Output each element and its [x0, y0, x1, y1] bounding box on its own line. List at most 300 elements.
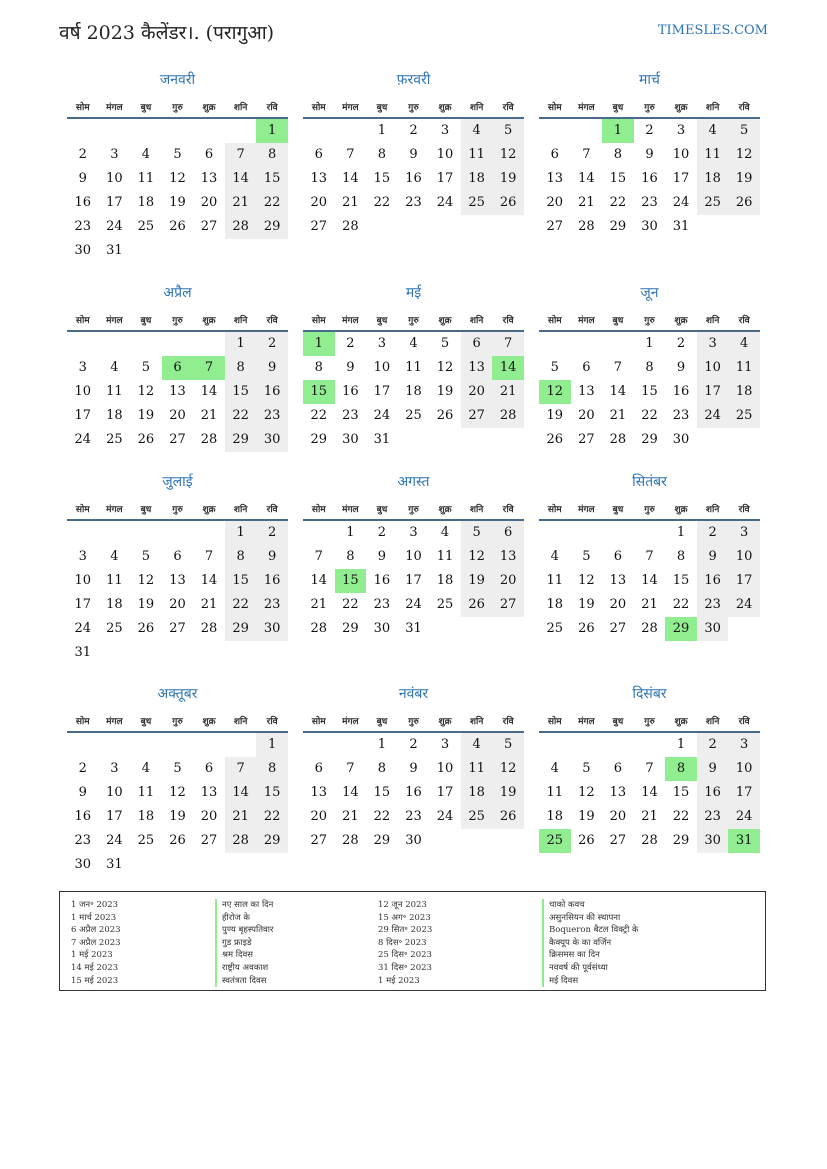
day-cell: 16 [405, 785, 422, 800]
weekday-label: मंगल [342, 717, 359, 727]
weekday-label: रवि [502, 103, 514, 113]
day-cell: 25 [106, 621, 123, 636]
weekday-label: रवि [266, 103, 278, 113]
day-cell: 18 [137, 195, 155, 210]
day-cell: 7 [225, 143, 257, 167]
day-cell: 11 [106, 384, 123, 399]
day-cell: 3 [409, 525, 418, 540]
legend-holiday-name: पुण्य बृहस्पतिवार [215, 924, 273, 937]
day-cell: 17 [106, 195, 123, 210]
day-cell: 15 [672, 785, 690, 800]
day-cell: 12 [492, 757, 524, 781]
day-cell: 21 [225, 191, 257, 215]
day-cell: 1 [676, 525, 686, 540]
day-cell: 1 [377, 737, 387, 752]
month-name: जून [640, 285, 659, 301]
day-cell: 6 [613, 761, 623, 776]
day-cell: 13 [200, 785, 218, 800]
day-cell: 24 [106, 833, 123, 848]
legend-names-left [215, 899, 273, 987]
weekday-label: सोम [547, 505, 562, 515]
legend-date: 14 मई 2023 [71, 962, 119, 973]
day-cell: 28 [609, 432, 627, 447]
day-cell: 5 [173, 761, 182, 776]
day-cell: 19 [169, 809, 186, 824]
weekday-label: गुरु [644, 505, 655, 515]
day-cell: 8 [256, 757, 288, 781]
day-cell: 23 [256, 593, 288, 617]
day-cell: 26 [578, 621, 595, 636]
day-cell: 4 [141, 761, 151, 776]
day-cell: 28 [225, 829, 257, 853]
day-cell: 25 [728, 404, 760, 428]
day-cell: 3 [110, 147, 119, 162]
day-cell: 26 [137, 432, 155, 447]
day-cell: 20 [310, 809, 328, 824]
day-cell: 17 [672, 171, 690, 186]
day-cell: 4 [550, 761, 559, 776]
day-cell-holiday: 25 [539, 829, 571, 853]
day-cell: 9 [78, 171, 87, 186]
day-cell: 9 [409, 147, 418, 162]
legend-holiday-name: क्रिसमस का दिन [542, 949, 639, 962]
day-cell: 29 [373, 833, 391, 848]
day-cell: 6 [314, 147, 323, 162]
weekday-label: शनि [233, 717, 248, 727]
day-cell: 15 [672, 573, 690, 588]
legend-holiday-name: कैक्यूप के का वर्जिन [542, 937, 639, 950]
day-cell-holiday: 15 [303, 380, 335, 404]
day-cell: 16 [74, 195, 92, 210]
day-cell: 18 [436, 573, 454, 588]
day-cell-holiday: 1 [602, 119, 634, 143]
day-cell: 4 [697, 119, 729, 143]
day-cell: 5 [461, 521, 493, 545]
day-cell: 10 [405, 549, 422, 564]
legend-holiday-name: असुनसियन की स्थापना [542, 912, 639, 925]
day-cell: 13 [461, 356, 493, 380]
day-cell: 6 [204, 147, 214, 162]
weekday-label: सोम [547, 717, 562, 727]
day-cell: 14 [641, 573, 658, 588]
day-cell: 8 [256, 143, 288, 167]
day-cell: 16 [256, 380, 288, 404]
day-cell: 15 [225, 380, 257, 404]
day-cell: 26 [169, 833, 186, 848]
weekday-label: बुध [376, 717, 388, 727]
day-cell: 15 [256, 167, 288, 191]
month-name: जुलाई [162, 474, 193, 490]
month-name: फ़रवरी [396, 72, 431, 88]
month-name: सितंबर [632, 474, 667, 490]
day-cell: 28 [641, 621, 658, 636]
day-cell: 5 [440, 336, 450, 351]
day-cell: 19 [169, 195, 186, 210]
day-cell: 17 [728, 781, 760, 805]
day-cell-holiday: 29 [665, 617, 697, 641]
day-cell: 7 [314, 549, 323, 564]
legend-date: 29 सित॰ 2023 [378, 925, 433, 936]
day-cell: 1 [256, 733, 288, 757]
day-cell: 14 [200, 573, 218, 588]
weekday-header [539, 309, 760, 331]
day-cell: 25 [461, 191, 493, 215]
day-cell: 9 [78, 785, 87, 800]
weekday-label: शनि [233, 505, 248, 515]
day-cell: 17 [405, 573, 422, 588]
day-cell: 22 [672, 597, 690, 612]
weekday-label: शुक्र [674, 505, 688, 515]
weekday-label: मंगल [578, 103, 595, 113]
day-cell: 18 [546, 809, 564, 824]
day-cell: 1 [645, 336, 654, 351]
day-cell: 23 [697, 805, 729, 829]
day-cell: 7 [613, 360, 623, 375]
day-cell: 1 [225, 332, 257, 356]
day-cell: 3 [440, 123, 450, 138]
day-cell: 5 [141, 549, 151, 564]
day-cell: 27 [578, 432, 595, 447]
day-cell: 29 [672, 833, 690, 848]
day-cell: 12 [578, 785, 595, 800]
weekday-label: शनि [469, 717, 484, 727]
day-cell: 13 [609, 573, 627, 588]
day-cell: 10 [373, 360, 391, 375]
day-cell: 26 [546, 432, 564, 447]
day-cell: 24 [436, 809, 454, 824]
day-cell: 30 [373, 621, 391, 636]
day-cell: 1 [377, 123, 387, 138]
day-cell: 25 [436, 597, 454, 612]
legend-dates-right [378, 899, 432, 987]
day-cell: 5 [728, 119, 760, 143]
day-cell: 24 [436, 195, 454, 210]
day-cell: 9 [377, 549, 387, 564]
day-cell: 20 [169, 597, 186, 612]
weekday-label: मंगल [342, 103, 359, 113]
legend-holiday-name: नए साल का दिन [215, 899, 273, 912]
day-cell-holiday: 6 [162, 356, 194, 380]
day-cell: 6 [461, 332, 493, 356]
weekday-label: गुरु [644, 717, 655, 727]
day-cell: 14 [641, 785, 658, 800]
weekday-label: शुक्र [438, 316, 452, 326]
day-cell: 14 [200, 384, 218, 399]
day-cell: 4 [440, 525, 450, 540]
day-cell: 4 [550, 549, 559, 564]
day-cell: 7 [346, 761, 355, 776]
day-cell: 26 [492, 805, 524, 829]
day-cell: 21 [310, 597, 328, 612]
day-cell: 22 [373, 809, 391, 824]
day-cell: 5 [141, 360, 151, 375]
weekday-label: शनि [469, 505, 484, 515]
weekday-label: शुक्र [202, 717, 216, 727]
day-cell: 2 [377, 525, 387, 540]
day-cell: 25 [106, 432, 123, 447]
day-cell: 22 [672, 809, 690, 824]
month-name: नवंबर [398, 686, 429, 702]
day-cell: 22 [342, 597, 359, 612]
day-cell: 3 [697, 332, 729, 356]
day-cell: 9 [256, 356, 288, 380]
day-cell: 28 [310, 621, 328, 636]
day-cell: 11 [461, 757, 493, 781]
holiday-legend [59, 891, 766, 991]
day-cell: 11 [106, 573, 123, 588]
day-cell: 10 [672, 147, 690, 162]
weekday-label: रवि [502, 717, 514, 727]
weekday-label: बुध [376, 103, 388, 113]
day-cell: 11 [697, 143, 729, 167]
day-cell: 28 [342, 219, 359, 234]
day-cell: 19 [492, 167, 524, 191]
page-title: वर्ष 2023 कैलेंडर।. (परागुआ) [59, 22, 275, 44]
weekday-label: रवि [738, 505, 750, 515]
day-cell: 22 [310, 408, 328, 423]
weekday-header [67, 96, 288, 118]
day-cell: 12 [492, 143, 524, 167]
weekday-header [303, 498, 524, 520]
header-rule [67, 117, 288, 119]
weekday-label: शनि [233, 316, 248, 326]
day-cell: 30 [641, 219, 658, 234]
day-cell: 29 [256, 829, 288, 853]
day-cell: 3 [110, 761, 119, 776]
day-cell: 17 [697, 380, 729, 404]
day-cell: 21 [342, 809, 359, 824]
day-cell-holiday: 7 [193, 356, 225, 380]
weekday-label: बुध [612, 505, 624, 515]
day-cell: 26 [492, 191, 524, 215]
day-cell: 21 [225, 805, 257, 829]
day-cell: 2 [78, 761, 87, 776]
day-cell: 11 [461, 143, 493, 167]
day-cell: 5 [550, 360, 559, 375]
day-cell: 14 [225, 781, 257, 805]
day-cell: 26 [436, 408, 454, 423]
day-cell-holiday: 14 [492, 356, 524, 380]
day-cell: 18 [728, 380, 760, 404]
day-cell: 16 [256, 569, 288, 593]
day-cell: 28 [200, 432, 218, 447]
day-cell: 30 [74, 857, 92, 872]
day-cell: 8 [346, 549, 355, 564]
weekday-label: शुक्र [674, 103, 688, 113]
day-cell: 10 [728, 757, 760, 781]
weekday-label: शनि [705, 316, 720, 326]
day-cell: 27 [461, 404, 493, 428]
legend-holiday-name: स्वतंत्रता दिवस [215, 975, 273, 988]
day-cell: 27 [310, 219, 328, 234]
weekday-label: सोम [311, 505, 326, 515]
day-cell: 19 [137, 597, 155, 612]
day-cell: 24 [106, 219, 123, 234]
weekday-header [303, 309, 524, 331]
day-cell-holiday: 1 [303, 332, 335, 356]
weekday-label: शुक्र [202, 505, 216, 515]
day-cell: 3 [78, 549, 87, 564]
day-cell: 8 [314, 360, 323, 375]
day-cell: 6 [314, 761, 323, 776]
day-cell: 14 [342, 171, 359, 186]
day-cell: 8 [225, 545, 257, 569]
day-cell: 16 [672, 384, 690, 399]
day-cell: 21 [342, 195, 359, 210]
day-cell: 13 [310, 171, 328, 186]
weekday-header [539, 710, 760, 732]
day-cell: 25 [697, 191, 729, 215]
weekday-header [67, 498, 288, 520]
day-cell: 29 [342, 621, 359, 636]
month-name: मार्च [639, 72, 660, 88]
day-cell: 26 [169, 219, 186, 234]
day-cell: 24 [728, 805, 760, 829]
day-cell: 9 [256, 545, 288, 569]
day-cell: 31 [106, 243, 123, 258]
weekday-label: बुध [612, 103, 624, 113]
weekday-label: सोम [311, 717, 326, 727]
day-cell: 10 [74, 384, 92, 399]
day-cell: 13 [609, 785, 627, 800]
day-cell: 16 [74, 809, 92, 824]
weekday-header [303, 710, 524, 732]
day-cell: 30 [74, 243, 92, 258]
weekday-label: मंगल [578, 717, 595, 727]
day-cell: 2 [676, 336, 686, 351]
day-cell: 3 [377, 336, 387, 351]
legend-date: 1 मई 2023 [71, 950, 113, 961]
day-cell: 24 [728, 593, 760, 617]
day-cell: 21 [641, 597, 658, 612]
day-cell: 21 [609, 408, 627, 423]
day-cell: 18 [106, 408, 123, 423]
weekday-label: शनि [233, 103, 248, 113]
day-cell: 27 [200, 219, 218, 234]
weekday-label: सोम [75, 103, 90, 113]
day-cell: 2 [697, 521, 729, 545]
day-cell: 5 [582, 761, 591, 776]
day-cell: 4 [110, 549, 119, 564]
day-cell: 14 [578, 171, 595, 186]
day-cell: 20 [169, 408, 186, 423]
day-cell: 30 [697, 617, 729, 641]
day-cell: 7 [346, 147, 355, 162]
weekday-label: मंगल [106, 505, 123, 515]
day-cell: 27 [169, 432, 186, 447]
day-cell: 21 [200, 597, 218, 612]
weekday-label: मंगल [106, 103, 123, 113]
day-cell: 25 [137, 219, 155, 234]
weekday-label: बुध [612, 316, 624, 326]
day-cell: 26 [461, 593, 493, 617]
weekday-label: सोम [311, 316, 326, 326]
day-cell-holiday: 15 [335, 569, 367, 593]
weekday-label: गुरु [172, 103, 183, 113]
day-cell: 29 [641, 432, 658, 447]
day-cell: 14 [609, 384, 627, 399]
day-cell: 9 [409, 761, 418, 776]
day-cell: 6 [204, 761, 214, 776]
day-cell: 28 [200, 621, 218, 636]
legend-holiday-name: गुड फ्राइडे [215, 937, 273, 950]
day-cell: 10 [106, 785, 123, 800]
weekday-label: रवि [266, 316, 278, 326]
day-cell: 20 [578, 408, 595, 423]
day-cell: 9 [676, 360, 686, 375]
weekday-label: मंगल [578, 505, 595, 515]
site-link[interactable]: TIMESLES.COM [657, 23, 768, 38]
day-cell: 17 [74, 408, 92, 423]
day-cell: 21 [578, 195, 595, 210]
weekday-label: गुरु [408, 316, 419, 326]
day-cell: 14 [225, 167, 257, 191]
day-cell: 30 [342, 432, 359, 447]
day-cell: 2 [697, 733, 729, 757]
day-cell: 16 [373, 573, 391, 588]
weekday-label: शुक्र [202, 316, 216, 326]
day-cell: 10 [697, 356, 729, 380]
weekday-label: सोम [75, 717, 90, 727]
day-cell: 9 [346, 360, 355, 375]
day-cell: 18 [461, 781, 493, 805]
day-cell: 19 [461, 569, 493, 593]
day-cell: 17 [728, 569, 760, 593]
day-cell: 2 [409, 737, 418, 752]
day-cell: 4 [141, 147, 151, 162]
day-cell: 27 [546, 219, 564, 234]
legend-date: 6 अप्रैल 2023 [71, 925, 121, 936]
legend-date: 8 दिस॰ 2023 [378, 937, 427, 948]
day-cell-holiday: 12 [539, 380, 571, 404]
day-cell: 12 [728, 143, 760, 167]
weekday-label: शुक्र [438, 717, 452, 727]
day-cell: 8 [377, 147, 387, 162]
legend-date: 12 जून 2023 [378, 900, 427, 910]
day-cell: 3 [440, 737, 450, 752]
day-cell: 11 [405, 360, 422, 375]
day-cell: 3 [676, 123, 686, 138]
day-cell: 11 [436, 549, 454, 564]
day-cell: 31 [405, 621, 422, 636]
day-cell: 12 [461, 545, 493, 569]
day-cell: 23 [256, 404, 288, 428]
day-cell: 18 [461, 167, 493, 191]
day-cell: 16 [641, 171, 658, 186]
day-cell: 6 [492, 521, 524, 545]
day-cell: 1 [676, 737, 686, 752]
weekday-label: सोम [547, 316, 562, 326]
day-cell: 22 [225, 593, 257, 617]
day-cell: 25 [461, 805, 493, 829]
weekday-label: गुरु [644, 103, 655, 113]
weekday-header [67, 710, 288, 732]
weekday-label: मंगल [106, 316, 123, 326]
weekday-header [539, 498, 760, 520]
legend-date: 25 दिस॰ 2023 [378, 950, 432, 961]
legend-names-right [542, 899, 639, 987]
day-cell: 30 [697, 829, 729, 853]
weekday-label: मंगल [106, 717, 123, 727]
weekday-label: बुध [140, 717, 152, 727]
weekday-label: शुक्र [202, 103, 216, 113]
day-cell: 11 [137, 785, 155, 800]
weekday-label: रवि [266, 505, 278, 515]
weekday-label: बुध [612, 717, 624, 727]
day-cell: 10 [728, 545, 760, 569]
day-cell: 17 [436, 171, 454, 186]
day-cell: 13 [546, 171, 564, 186]
